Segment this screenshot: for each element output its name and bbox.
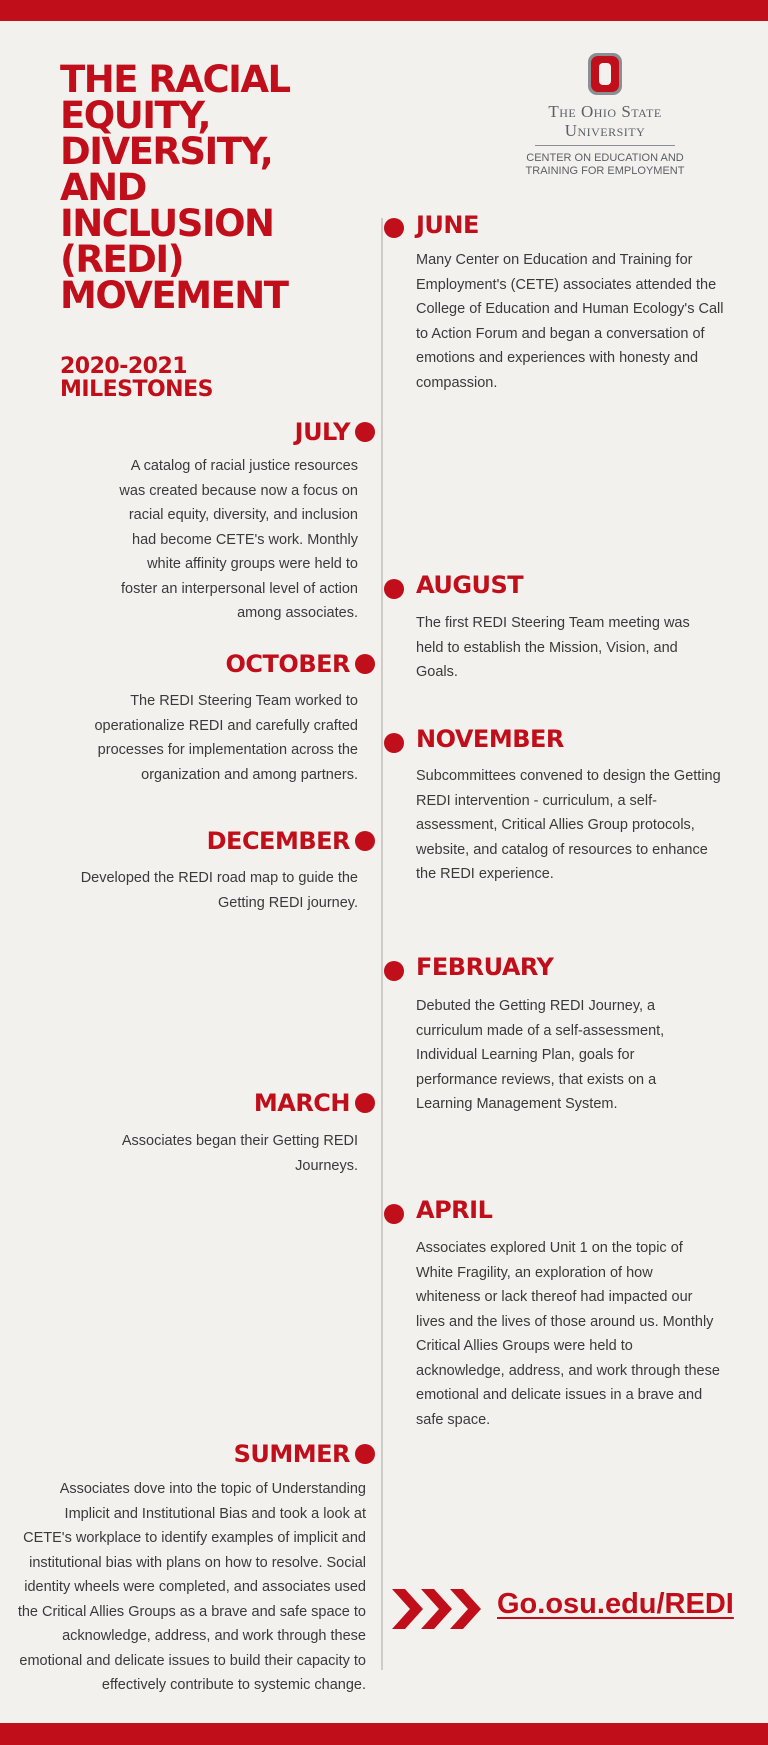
milestone-text-november: Subcommittees convened to design the Getting REDI intervention - curriculum, a self-assessment, Critical Allies Group protocols, website, and catalog of resources to enhance the REDI experience. xyxy=(416,768,721,882)
timeline-dot-november xyxy=(384,733,404,753)
redi-link[interactable]: Go.osu.edu/REDI xyxy=(497,1588,734,1620)
top-border-bar xyxy=(0,0,768,21)
logo-sub-line1: CENTER ON EDUCATION AND xyxy=(526,152,684,164)
timeline-dot-february xyxy=(384,961,404,981)
timeline-dot-march xyxy=(355,1093,375,1113)
timeline-dot-june xyxy=(384,218,404,238)
logo-name-line2: University xyxy=(564,121,646,140)
milestone-text-march: Associates began their Getting REDI Journeys. xyxy=(121,1133,358,1174)
milestone-text-december: Developed the REDI road map to guide the Getting REDI journey. xyxy=(80,870,358,911)
milestone-text-october: The REDI Steering Team worked to operationalize REDI and carefully crafted processes for implementation across the organization and among partners. xyxy=(94,693,358,783)
milestone-heading-july: JULY xyxy=(294,418,350,446)
timeline-dot-october xyxy=(355,654,375,674)
milestone-text-june: Many Center on Education and Training for Employment's (CETE) associates attended the College of Education and Human Ecology's Call to Action Forum and began a conversation of emotions and experiences with honesty and compassion. xyxy=(416,252,724,391)
page-title: THE RACIAL EQUITY, DIVERSITY, AND INCLUSION (REDI) MOVEMENT xyxy=(60,58,290,317)
milestone-text-april: Associates explored Unit 1 on the topic of White Fragility, an exploration of how whiteness or lack thereof had impacted our lives and the lives of those around us. Monthly Critical Allies Groups were held to acknowledge, address, and work through these emotional and delicate issues in a brave and safe space. xyxy=(416,1240,720,1428)
timeline-dot-december xyxy=(355,831,375,851)
milestone-text-summer: Associates dove into the topic of Understanding Implicit and Institutional Bias and took a look at CETE's workplace to identify examples of implicit and institutional bias with plans on how to resolve. Social identity wheels were completed, and associates used the Critical Allies Groups as a brave and safe space to acknowledge, address, and work through these emotional and delicate issues to build their capacity to effectively contribute to systemic change. xyxy=(17,1481,366,1693)
milestone-heading-december: DECEMBER xyxy=(206,827,350,855)
milestone-heading-november: NOVEMBER xyxy=(416,725,564,753)
logo-name-line1: The Ohio State xyxy=(548,102,662,121)
milestone-text-august: The first REDI Steering Team meeting was held to establish the Mission, Vision, and Goals. xyxy=(416,615,690,680)
milestone-heading-october: OCTOBER xyxy=(225,650,350,678)
logo-divider xyxy=(535,145,675,146)
milestone-text-july: A catalog of racial justice resources was created because now a focus on racial equity, diversity, and inclusion had become CETE's work. Monthly white affinity groups were held to foster an interpersonal level of action among associates. xyxy=(119,458,358,621)
logo-sub-line2: TRAINING FOR EMPLOYMENT xyxy=(525,165,685,177)
milestone-heading-summer: SUMMER xyxy=(233,1440,350,1468)
timeline-dot-august xyxy=(384,579,404,599)
milestone-text-february: Debuted the Getting REDI Journey, a curriculum made of a self-assessment, Individual Learning Plan, goals for performance reviews, that exists on a Learning Management System. xyxy=(416,998,665,1112)
block-o-icon xyxy=(587,52,623,96)
milestone-heading-august: AUGUST xyxy=(416,571,524,599)
milestone-heading-february: FEBRUARY xyxy=(416,953,554,981)
page-subtitle: 2020-2021 MILESTONES xyxy=(60,354,213,402)
timeline-dot-summer xyxy=(355,1444,375,1464)
milestone-heading-april: APRIL xyxy=(416,1196,493,1224)
triple-chevron-right-icon xyxy=(392,1585,484,1633)
timeline-line xyxy=(381,218,383,1670)
milestone-heading-june: JUNE xyxy=(416,211,479,239)
timeline-dot-april xyxy=(384,1204,404,1224)
timeline-dot-july xyxy=(355,422,375,442)
milestone-heading-march: MARCH xyxy=(253,1089,350,1117)
bottom-border-bar xyxy=(0,1723,768,1745)
university-logo xyxy=(510,52,700,178)
